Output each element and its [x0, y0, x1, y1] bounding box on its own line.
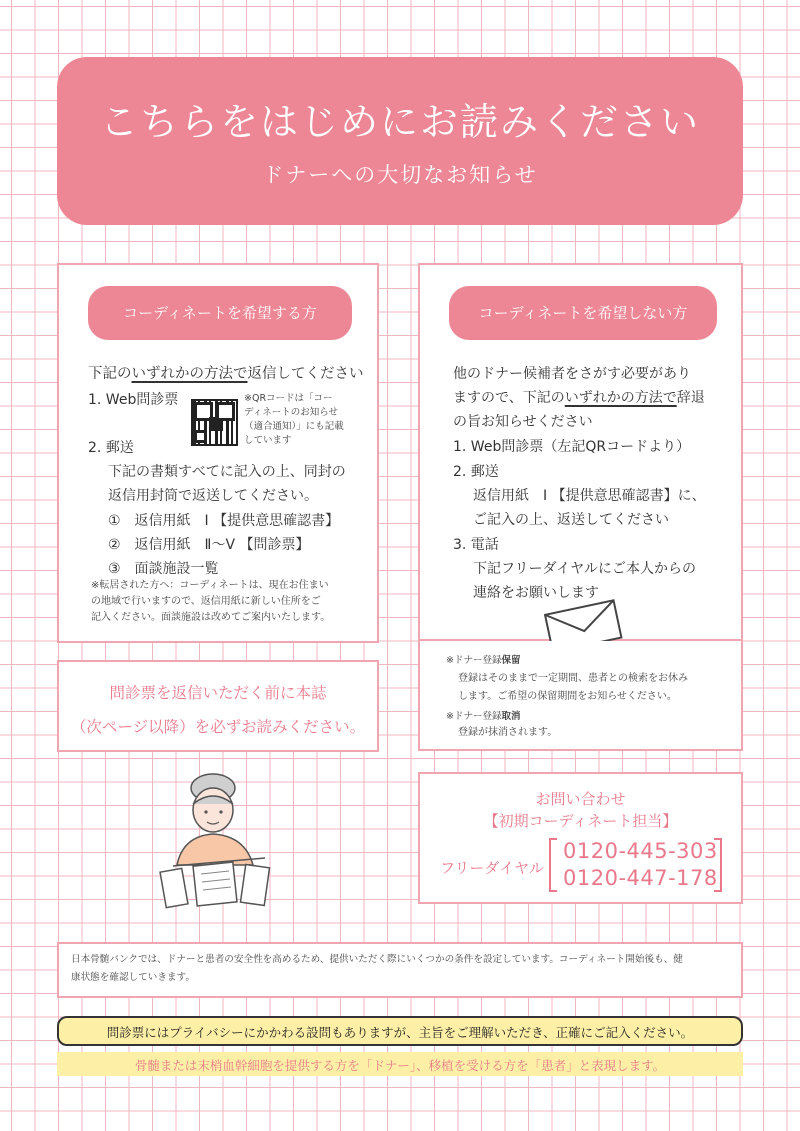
right-item-mail: 2. 郵送	[453, 464, 499, 480]
left-intro-underline: いずれかの方法で	[131, 366, 248, 382]
contact-box	[418, 772, 743, 904]
right-mail-desc-1: 返信用紙 Ⅰ 【提供意思確認書】に、	[473, 488, 706, 504]
bracket-left	[549, 838, 557, 892]
right-phone-desc-2: 連絡をお願いします	[473, 585, 599, 601]
qr-note-1: ※QRコードは「コー	[244, 393, 333, 404]
coordinate-no-panel	[418, 263, 743, 641]
left-doc-3: ③ 面談施設一覧	[108, 561, 219, 577]
right-line-2-post: 辞退	[676, 390, 705, 406]
left-item-web: 1. Web問診票	[88, 392, 179, 408]
notice-text	[59, 676, 377, 744]
hold-cancel-box	[418, 641, 743, 751]
left-note-3: 記入ください。面談施設は改めてご案内いたします。	[91, 612, 331, 623]
right-line-1: 他のドナー候補者をさがす必要があり	[453, 366, 691, 382]
person-writing-illustration	[155, 770, 285, 915]
toll-free-label: フリーダイヤル	[440, 859, 544, 877]
qr-note-4: しています	[244, 435, 292, 446]
left-intro	[88, 362, 364, 386]
contact-title: お問い合わせ	[535, 790, 626, 808]
notice-line-1: 問診票を返信いただく前に本誌	[109, 684, 327, 702]
header-banner	[57, 57, 743, 225]
phone-number-1[interactable]: 0120-445-303	[563, 839, 718, 863]
hold-heading-pre: ※ドナー登録	[446, 655, 502, 666]
info-text-2: 康状態を確認していきます。	[71, 972, 195, 983]
left-note-2: の地域で行いますので、返信用紙に新しい住所をご	[91, 596, 321, 607]
info-text-1: 日本骨髄バンクでは、ドナーと患者の安全性を高めるため、提供いただく際にいくつかの条件を設定しています。コーディネート開始後も、健	[71, 954, 683, 965]
right-item-phone: 3. 電話	[453, 537, 499, 553]
left-mail-desc-2: 返信用封筒で返送してください。	[108, 488, 318, 504]
terminology-strip	[57, 1052, 743, 1076]
right-item-web: 1. Web問診票（左記QRコードより）	[453, 439, 691, 455]
page-title: こちらをはじめにお読みください	[99, 100, 700, 144]
hold-text-1: 登録はそのままで一定期間、患者との検索をお休み	[458, 673, 688, 684]
cancel-heading	[446, 709, 520, 725]
left-intro-pre: 下記の	[88, 366, 132, 382]
cancel-heading-bold: 取消	[501, 711, 521, 722]
privacy-notice	[57, 1016, 743, 1046]
left-doc-2: ② 返信用紙 Ⅱ～Ⅴ 【問診票】	[108, 537, 310, 553]
right-line-2-pre: ますので、下記の	[453, 390, 565, 406]
cancel-text: 登録が抹消されます。	[458, 727, 558, 738]
contact-dept: 【初期コーディネート担当】	[483, 812, 678, 830]
cancel-heading-pre: ※ドナー登録	[446, 711, 502, 722]
terminology-text: 骨髄または末梢血幹細胞を提供する方を「ドナー」、移植を受ける方を「患者」と表現します。	[134, 1058, 666, 1073]
right-line-3: の旨お知らせください	[453, 414, 593, 430]
left-doc-1: ① 返信用紙 Ⅰ 【提供意思確認書】	[108, 513, 340, 529]
qr-note-3: （適合通知）」にも記載	[244, 421, 344, 432]
coordinate-no-pill: コーディネートを希望しない方	[449, 286, 717, 340]
qr-code-icon[interactable]	[191, 399, 238, 446]
privacy-text: 問診票にはプライバシーにかかわる設問もありますが、主旨をご理解いただき、正確にご記入ください。	[106, 1025, 694, 1040]
left-mail-desc-1: 下記の書類すべてに記入の上、同封の	[108, 464, 346, 480]
qr-note-2: ディネートのお知らせ	[244, 407, 338, 418]
right-line-2	[453, 386, 705, 410]
coordinate-yes-panel	[57, 263, 379, 643]
notice-line-2: （次ページ以降）を必ずお読みください。	[70, 718, 366, 736]
left-intro-post: 返信してください	[247, 366, 364, 382]
info-box	[57, 942, 743, 998]
coordinate-yes-pill: コーディネートを希望する方	[88, 286, 352, 340]
right-line-2-underline: いずれかの方法で	[564, 390, 677, 406]
phone-number-2[interactable]: 0120-447-178	[563, 866, 718, 890]
read-before-reply-notice	[57, 660, 379, 752]
left-item-mail: 2. 郵送	[88, 440, 134, 456]
right-mail-desc-2: ご記入の上、返送してください	[473, 512, 669, 528]
hold-text-2: します。ご希望の保留期間をお知らせください。	[458, 691, 677, 702]
hold-heading-bold: 保留	[501, 655, 521, 666]
right-phone-desc-1: 下記フリーダイヤルにご本人からの	[473, 561, 697, 577]
left-note-1: ※転居された方へ：コーディネートは、現在お住まい	[91, 580, 329, 591]
page-subtitle: ドナーへの大切なお知らせ	[262, 163, 538, 187]
hold-heading	[446, 653, 520, 669]
